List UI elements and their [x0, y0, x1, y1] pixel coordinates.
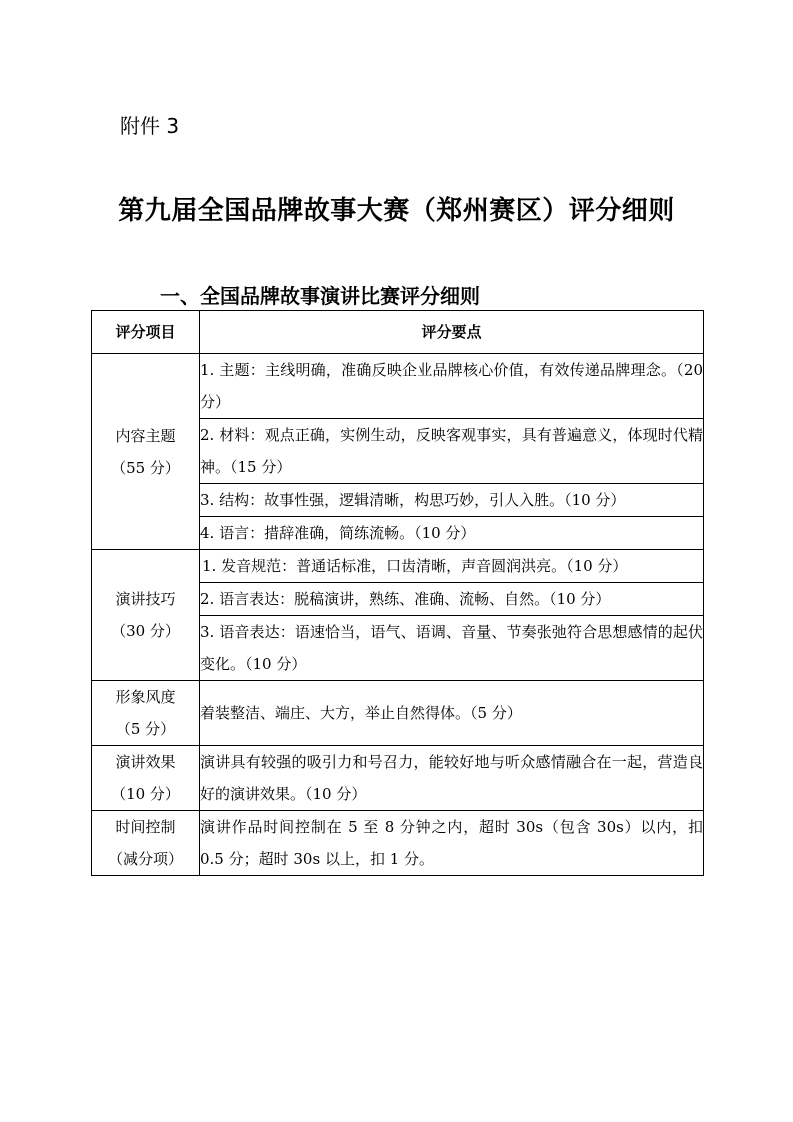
document-title: 第九届全国品牌故事大赛（郑州赛区）评分细则	[118, 196, 675, 226]
category-name: 时间控制	[115, 818, 176, 836]
category-name: 演讲技巧	[115, 590, 176, 608]
criteria-cell: 4. 语言：措辞准确，简练流畅。（10 分）	[200, 517, 704, 550]
category-cell	[92, 811, 200, 876]
table-row	[92, 811, 704, 876]
criteria-cell: 着装整洁、端庄、大方，举止自然得体。（5 分）	[200, 681, 704, 746]
table-row	[92, 746, 704, 811]
criteria-cell: 3. 语音表达：语速恰当，语气、语调、音量、节奏张弛符合思想感情的起伏变化。（10 分）	[200, 616, 704, 681]
table-row	[92, 681, 704, 746]
category-weight: （55 分）	[111, 458, 180, 477]
criteria-cell: 演讲作品时间控制在 5 至 8 分钟之内，超时 30s（包含 30s）以内，扣 0.5 分；超时 30s 以上，扣 1 分。	[200, 811, 704, 876]
criteria-cell: 2. 语言表达：脱稿演讲，熟练、准确、流畅、自然。（10 分）	[200, 583, 704, 616]
category-cell	[92, 746, 200, 811]
table-header-row	[92, 311, 704, 354]
criteria-cell: 1. 发音规范：普通话标准，口齿清晰，声音圆润洪亮。（10 分）	[200, 550, 704, 583]
header-criteria: 评分要点	[200, 311, 704, 354]
category-weight: （10 分）	[111, 785, 180, 803]
scoring-table	[91, 310, 704, 876]
header-category: 评分项目	[92, 311, 200, 354]
category-name: 内容主题	[115, 426, 176, 445]
category-weight: （5 分）	[115, 720, 176, 738]
category-cell	[92, 354, 200, 550]
category-weight: （30 分）	[111, 622, 180, 640]
category-cell	[92, 681, 200, 746]
table-row	[92, 354, 704, 419]
table-row	[92, 550, 704, 583]
section-title: 一、全国品牌故事演讲比赛评分细则	[160, 284, 480, 308]
category-weight: （减分项）	[107, 850, 183, 868]
criteria-cell: 演讲具有较强的吸引力和号召力，能较好地与听众感情融合在一起，营造良好的演讲效果。（10 分）	[200, 746, 704, 811]
category-name: 形象风度	[115, 688, 176, 706]
category-cell	[92, 550, 200, 681]
criteria-cell: 3. 结构：故事性强，逻辑清晰，构思巧妙，引人入胜。（10 分）	[200, 484, 704, 517]
criteria-cell: 1. 主题：主线明确，准确反映企业品牌核心价值，有效传递品牌理念。（20 分）	[200, 354, 704, 419]
criteria-cell: 2. 材料：观点正确，实例生动，反映客观事实，具有普遍意义，体现时代精神。（15 分）	[200, 419, 704, 484]
attachment-label: 附件 3	[120, 114, 180, 138]
category-name: 演讲效果	[115, 753, 176, 771]
